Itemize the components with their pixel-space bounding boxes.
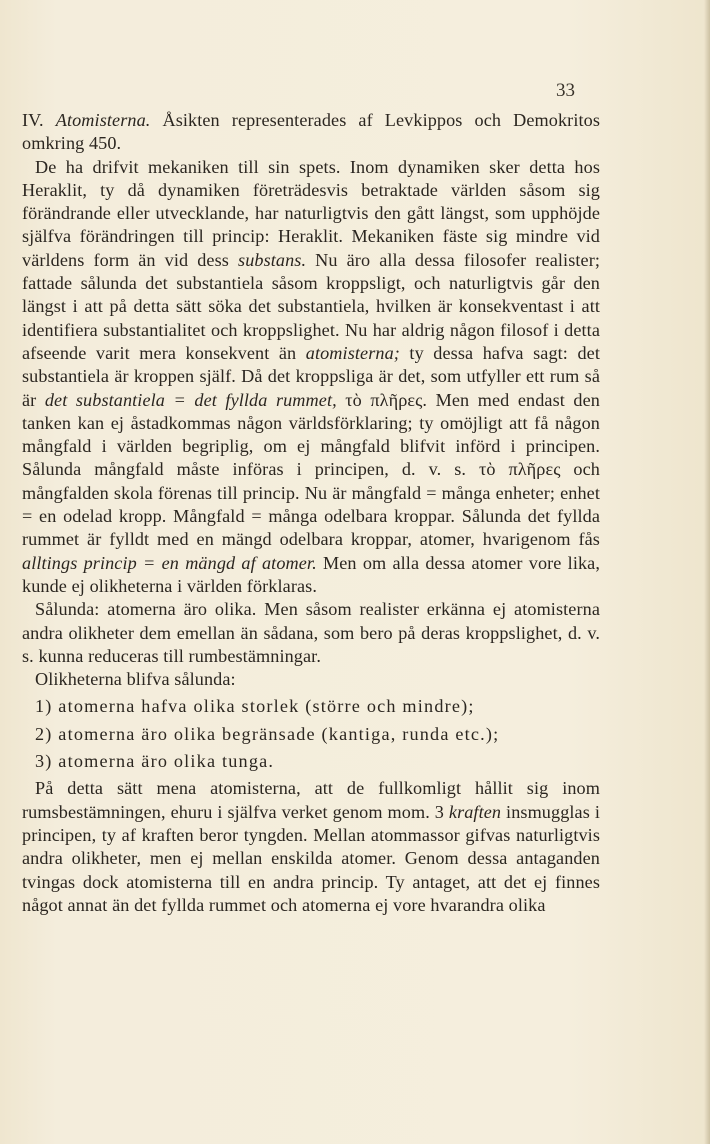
page-number: 33 <box>556 80 575 101</box>
page-edge-shadow <box>704 0 710 1144</box>
emphasis: alltings princip = en mängd af atomer. <box>22 552 317 573</box>
list-item: 3) atomerna äro olika tunga. <box>35 751 275 772</box>
text-run: På detta sätt mena atomisterna, att de fullkomligt hållit sig inom rumsbestämningen, ehuru i själfva verket genom mom. 3 <box>22 778 600 822</box>
text-run: insmugglas i principen, ty af kraften beror tyngden. Mellan atommassor gifvas naturligtvis andra olikheter, men ej mellan enskilda atomer. Genom dessa antaganden tvingas dock atomisterna till en andra princip. Ty antaget, att det ej finnes något annat än det fyllda rummet och atomerna ej vore hvarandra olika <box>22 801 600 915</box>
text-run: De ha drifvit mekaniken till sin spets. Inom dynamiken sker detta hos Heraklit, ty då dynamiken företrädesvis betraktade världen såsom sig förändrande eller utvecklande, har naturligtvis den gått längst, som upphöjde själfva förändringen till princip: Heraklit. Mekaniken fäste sig mindre vid världens form än vid dess <box>22 156 600 270</box>
text-run: Åsikten representerades af Levkippos och Demokritos omkring 450. <box>22 110 601 154</box>
paragraph: Olikheterna blifva sålunda: <box>35 669 236 690</box>
paragraph-atomisterna-heading <box>22 109 600 156</box>
section-title: Atomisterna. <box>55 110 151 130</box>
text-run: Men om alla dessa atomer vore lika, kunde ej olikheterna i världen förklaras. <box>22 552 600 596</box>
emphasis: substans. <box>238 249 307 270</box>
paragraph <box>22 777 600 917</box>
body-text <box>22 109 600 917</box>
paragraph <box>22 156 600 599</box>
emphasis: det substantiela = det fyllda rummet, <box>44 389 337 410</box>
paragraph: Sålunda: atomerna äro olika. Men såsom realister erkänna ej atomisterna andra olikheter dem emellan än sådana, som bero på deras kroppslighet, d. v. s. kunna reduceras till rumbestämningar. <box>22 599 600 666</box>
list-item: 2) atomerna äro olika begränsade (kantiga, runda etc.); <box>35 723 500 744</box>
emphasis: kraften <box>448 801 502 822</box>
text-run: Nu äro alla dessa filosofer realister; fattade sålunda det substantiela såsom kroppsligt, och naturligtvis går den längst i att på detta sätt söka det substantiela, hvilken är konsekventast i att identifiera substantialitet och kroppslighet. Nu har aldrig någon filosof i detta afseende varit mera konsekvent än <box>22 249 601 363</box>
text-run: ty dessa hafva sagt: det substantiela är kroppen själf. Då det kroppsliga är det, som utfyller ett rum så är <box>22 342 600 410</box>
emphasis: atomisterna; <box>305 342 400 363</box>
text-run: τὸ πλῆρες. Men med endast den tanken kan ej åstadkommas någon världsförklaring; ty omöjligt att få någon mångfald i världen begriplig, om ej mångfald blifvit införd i principen. Sålunda mångfald måste införas i principen, d. v. s. τὸ πλῆρες och mångfalden skola förenas till princip. Nu är mångfald = många enheter; enhet = en odelad kropp. Mångfald = många odelbara kroppar. Sålunda det fyllda rummet är fylldt med en mängd odelbara kroppar, atomer, hvarigenom fås <box>22 389 600 550</box>
section-number: IV. <box>22 110 56 130</box>
list-item: 1) atomerna hafva olika storlek (större och mindre); <box>35 696 475 717</box>
